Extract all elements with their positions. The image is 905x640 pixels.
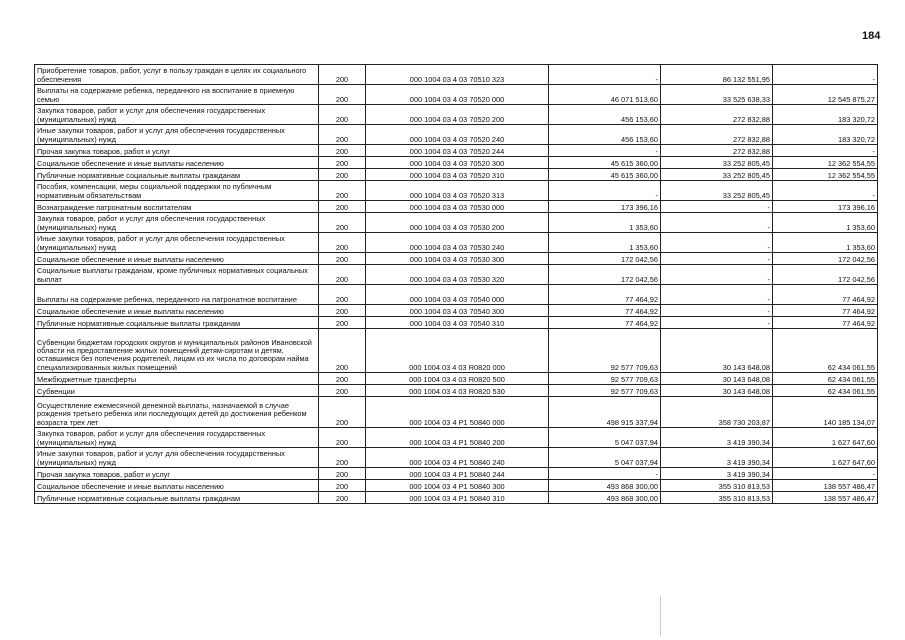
row-line-code: 200 [319,105,366,125]
row-name: Социальное обеспечение и иные выплаты населению [35,253,319,265]
row-line-code: 200 [319,317,366,329]
row-approved: 493 868 300,00 [549,480,661,492]
row-unexecuted: 77 464,92 [773,305,878,317]
row-approved: 46 071 513,60 [549,85,661,105]
row-approved: - [549,145,661,157]
row-name: Прочая закупка товаров, работ и услуг [35,468,319,480]
page-number: 184 [862,30,881,42]
table-row [35,105,878,125]
row-executed: 3 419 390,34 [661,428,773,448]
row-budget-code: 000 1004 03 4 03 70520 200 [366,105,549,125]
row-approved: 172 042,56 [549,265,661,285]
row-budget-code: 000 1004 03 4 03 70540 300 [366,305,549,317]
row-name: Социальное обеспечение и иные выплаты населению [35,157,319,169]
row-approved: 5 047 037,94 [549,428,661,448]
row-unexecuted: 172 042,56 [773,265,878,285]
row-budget-code: 000 1004 03 4 03 70520 313 [366,181,549,201]
row-line-code: 200 [319,201,366,213]
row-line-code: 200 [319,253,366,265]
row-name: Публичные нормативные социальные выплаты гражданам [35,492,319,504]
table-row [35,233,878,253]
row-executed: - [661,285,773,305]
table-row [35,201,878,213]
row-approved: 498 915 337,94 [549,397,661,428]
row-unexecuted: 62 434 061,55 [773,329,878,373]
row-approved: 77 464,92 [549,317,661,329]
row-executed: - [661,253,773,265]
table-row [35,480,878,492]
row-executed: 355 310 813,53 [661,492,773,504]
row-unexecuted: 1 353,60 [773,213,878,233]
row-line-code: 200 [319,125,366,145]
row-name: Субвенции бюджетам городских округов и муниципальных районов Ивановской области на предоставление жилых помещений детям-сиротам и детям, оставшимся без попечения родителей, лицам из их числа по договорам найма специализированных жилых помещений [35,329,319,373]
row-name: Социальное обеспечение и иные выплаты населению [35,305,319,317]
row-unexecuted: 1 627 647,60 [773,448,878,468]
row-approved: 45 615 360,00 [549,169,661,181]
row-budget-code: 000 1004 03 4 P1 50840 300 [366,480,549,492]
row-unexecuted: - [773,65,878,85]
row-unexecuted: 77 464,92 [773,317,878,329]
row-executed: 86 132 551,95 [661,65,773,85]
row-approved: 92 577 709,63 [549,373,661,385]
row-name: Публичные нормативные социальные выплаты гражданам [35,317,319,329]
row-unexecuted: 12 362 554,55 [773,157,878,169]
row-approved: 45 615 360,00 [549,157,661,169]
row-line-code: 200 [319,285,366,305]
row-line-code: 200 [319,157,366,169]
row-executed: 358 730 203,87 [661,397,773,428]
row-name: Социальные выплаты гражданам, кроме публичных нормативных социальных выплат [35,265,319,285]
row-approved: - [549,468,661,480]
row-name: Закупка товаров, работ и услуг для обеспечения государственных (муниципальных) нужд [35,105,319,125]
row-budget-code: 000 1004 03 4 03 R0820 530 [366,385,549,397]
row-name: Закупка товаров, работ и услуг для обеспечения государственных (муниципальных) нужд [35,428,319,448]
budget-execution-table [34,64,878,504]
row-name: Прочая закупка товаров, работ и услуг [35,145,319,157]
row-budget-code: 000 1004 03 4 03 70530 000 [366,201,549,213]
row-line-code: 200 [319,428,366,448]
row-executed: 272 832,88 [661,105,773,125]
row-line-code: 200 [319,385,366,397]
row-budget-code: 000 1004 03 4 03 70540 000 [366,285,549,305]
row-budget-code: 000 1004 03 4 03 70530 320 [366,265,549,285]
row-unexecuted: 1 353,60 [773,233,878,253]
row-line-code: 200 [319,213,366,233]
row-name: Иные закупки товаров, работ и услуг для обеспечения государственных (муниципальных) нужд [35,448,319,468]
row-approved: - [549,65,661,85]
row-name: Иные закупки товаров, работ и услуг для обеспечения государственных (муниципальных) нужд [35,233,319,253]
table-row [35,145,878,157]
table-row [35,492,878,504]
row-budget-code: 000 1004 03 4 03 70530 240 [366,233,549,253]
row-budget-code: 000 1004 03 4 P1 50840 200 [366,428,549,448]
row-name: Вознаграждение патронатным воспитателям [35,201,319,213]
row-unexecuted: - [773,468,878,480]
row-unexecuted: 12 545 875,27 [773,85,878,105]
row-approved: 173 396,16 [549,201,661,213]
row-approved: 456 153,60 [549,105,661,125]
row-unexecuted: 1 627 647,60 [773,428,878,448]
row-unexecuted: 12 362 554,55 [773,169,878,181]
row-line-code: 200 [319,397,366,428]
row-unexecuted: 138 557 486,47 [773,492,878,504]
row-executed: 30 143 648,08 [661,373,773,385]
table-row [35,468,878,480]
scan-mark [660,596,661,636]
row-approved: 77 464,92 [549,305,661,317]
row-budget-code: 000 1004 03 4 P1 50840 240 [366,448,549,468]
row-approved: 92 577 709,63 [549,385,661,397]
row-budget-code: 000 1004 03 4 03 70520 240 [366,125,549,145]
row-approved: 493 868 300,00 [549,492,661,504]
row-executed: 272 832,88 [661,125,773,145]
row-executed: - [661,305,773,317]
table-row [35,305,878,317]
row-budget-code: 000 1004 03 4 03 70530 300 [366,253,549,265]
row-executed: 272 832,88 [661,145,773,157]
row-budget-code: 000 1004 03 4 03 70540 310 [366,317,549,329]
row-unexecuted: 183 320,72 [773,125,878,145]
row-budget-code: 000 1004 03 4 P1 50840 244 [366,468,549,480]
row-name: Выплаты на содержание ребенка, переданного на патронатное воспитание [35,285,319,305]
row-line-code: 200 [319,85,366,105]
row-line-code: 200 [319,305,366,317]
row-line-code: 200 [319,265,366,285]
table-body [35,65,878,504]
row-name: Выплаты на содержание ребенка, переданного на воспитание в приемную семью [35,85,319,105]
row-budget-code: 000 1004 03 4 P1 50840 000 [366,397,549,428]
row-executed: - [661,233,773,253]
row-executed: - [661,265,773,285]
row-budget-code: 000 1004 03 4 03 R0820 500 [366,373,549,385]
row-executed: 30 143 648,08 [661,329,773,373]
row-approved: 5 047 037,94 [549,448,661,468]
row-name: Пособия, компенсации, меры социальной поддержки по публичным нормативным обязательствам [35,181,319,201]
table-row [35,65,878,85]
row-approved: 77 464,92 [549,285,661,305]
row-line-code: 200 [319,233,366,253]
table-row [35,428,878,448]
row-line-code: 200 [319,329,366,373]
row-budget-code: 000 1004 03 4 P1 50840 310 [366,492,549,504]
row-unexecuted: 62 434 061,55 [773,373,878,385]
row-unexecuted: - [773,145,878,157]
row-unexecuted: 77 464,92 [773,285,878,305]
row-executed: 33 252 805,45 [661,181,773,201]
row-line-code: 200 [319,181,366,201]
row-line-code: 200 [319,373,366,385]
row-unexecuted: 140 185 134,07 [773,397,878,428]
row-executed: 3 419 390,34 [661,468,773,480]
row-unexecuted: 183 320,72 [773,105,878,125]
table-row [35,181,878,201]
row-line-code: 200 [319,480,366,492]
table-row [35,397,878,428]
row-name: Субвенции [35,385,319,397]
table-row [35,125,878,145]
table-row [35,85,878,105]
row-approved: 1 353,60 [549,213,661,233]
row-executed: 355 310 813,53 [661,480,773,492]
row-approved: 172 042,56 [549,253,661,265]
row-budget-code: 000 1004 03 4 03 R0820 000 [366,329,549,373]
row-executed: 30 143 648,08 [661,385,773,397]
row-name: Закупка товаров, работ и услуг для обеспечения государственных (муниципальных) нужд [35,213,319,233]
table-row [35,373,878,385]
row-executed: - [661,201,773,213]
row-executed: 33 252 805,45 [661,157,773,169]
table-row [35,285,878,305]
table-row [35,329,878,373]
row-budget-code: 000 1004 03 4 03 70510 323 [366,65,549,85]
table-row [35,385,878,397]
row-name: Публичные нормативные социальные выплаты гражданам [35,169,319,181]
row-line-code: 200 [319,145,366,157]
row-unexecuted: 62 434 061,55 [773,385,878,397]
row-unexecuted: - [773,181,878,201]
row-line-code: 200 [319,169,366,181]
row-name: Социальное обеспечение и иные выплаты населению [35,480,319,492]
row-approved: 1 353,60 [549,233,661,253]
row-name: Приобретение товаров, работ, услуг в пользу граждан в целях их социального обеспечения [35,65,319,85]
row-executed: 33 252 805,45 [661,169,773,181]
table-row [35,253,878,265]
table-row [35,448,878,468]
table-row [35,157,878,169]
table-row [35,265,878,285]
row-name: Межбюджетные трансферты [35,373,319,385]
table-row [35,317,878,329]
row-unexecuted: 173 396,16 [773,201,878,213]
row-name: Осуществление ежемесячной денежной выплаты, назначаемой в случае рождения третьего ребенка или последующих детей до достижения ребенком возраста трех лет [35,397,319,428]
row-executed: 3 419 390,34 [661,448,773,468]
row-executed: - [661,317,773,329]
row-line-code: 200 [319,65,366,85]
row-unexecuted: 172 042,56 [773,253,878,265]
table-row [35,169,878,181]
row-budget-code: 000 1004 03 4 03 70520 310 [366,169,549,181]
table-row [35,213,878,233]
row-executed: 33 525 638,33 [661,85,773,105]
row-name: Иные закупки товаров, работ и услуг для обеспечения государственных (муниципальных) нужд [35,125,319,145]
row-unexecuted: 138 557 486,47 [773,480,878,492]
row-approved: 456 153,60 [549,125,661,145]
row-budget-code: 000 1004 03 4 03 70520 000 [366,85,549,105]
row-approved: - [549,181,661,201]
row-executed: - [661,213,773,233]
row-line-code: 200 [319,448,366,468]
row-line-code: 200 [319,468,366,480]
row-line-code: 200 [319,492,366,504]
row-budget-code: 000 1004 03 4 03 70530 200 [366,213,549,233]
row-approved: 92 577 709,63 [549,329,661,373]
row-budget-code: 000 1004 03 4 03 70520 300 [366,157,549,169]
row-budget-code: 000 1004 03 4 03 70520 244 [366,145,549,157]
